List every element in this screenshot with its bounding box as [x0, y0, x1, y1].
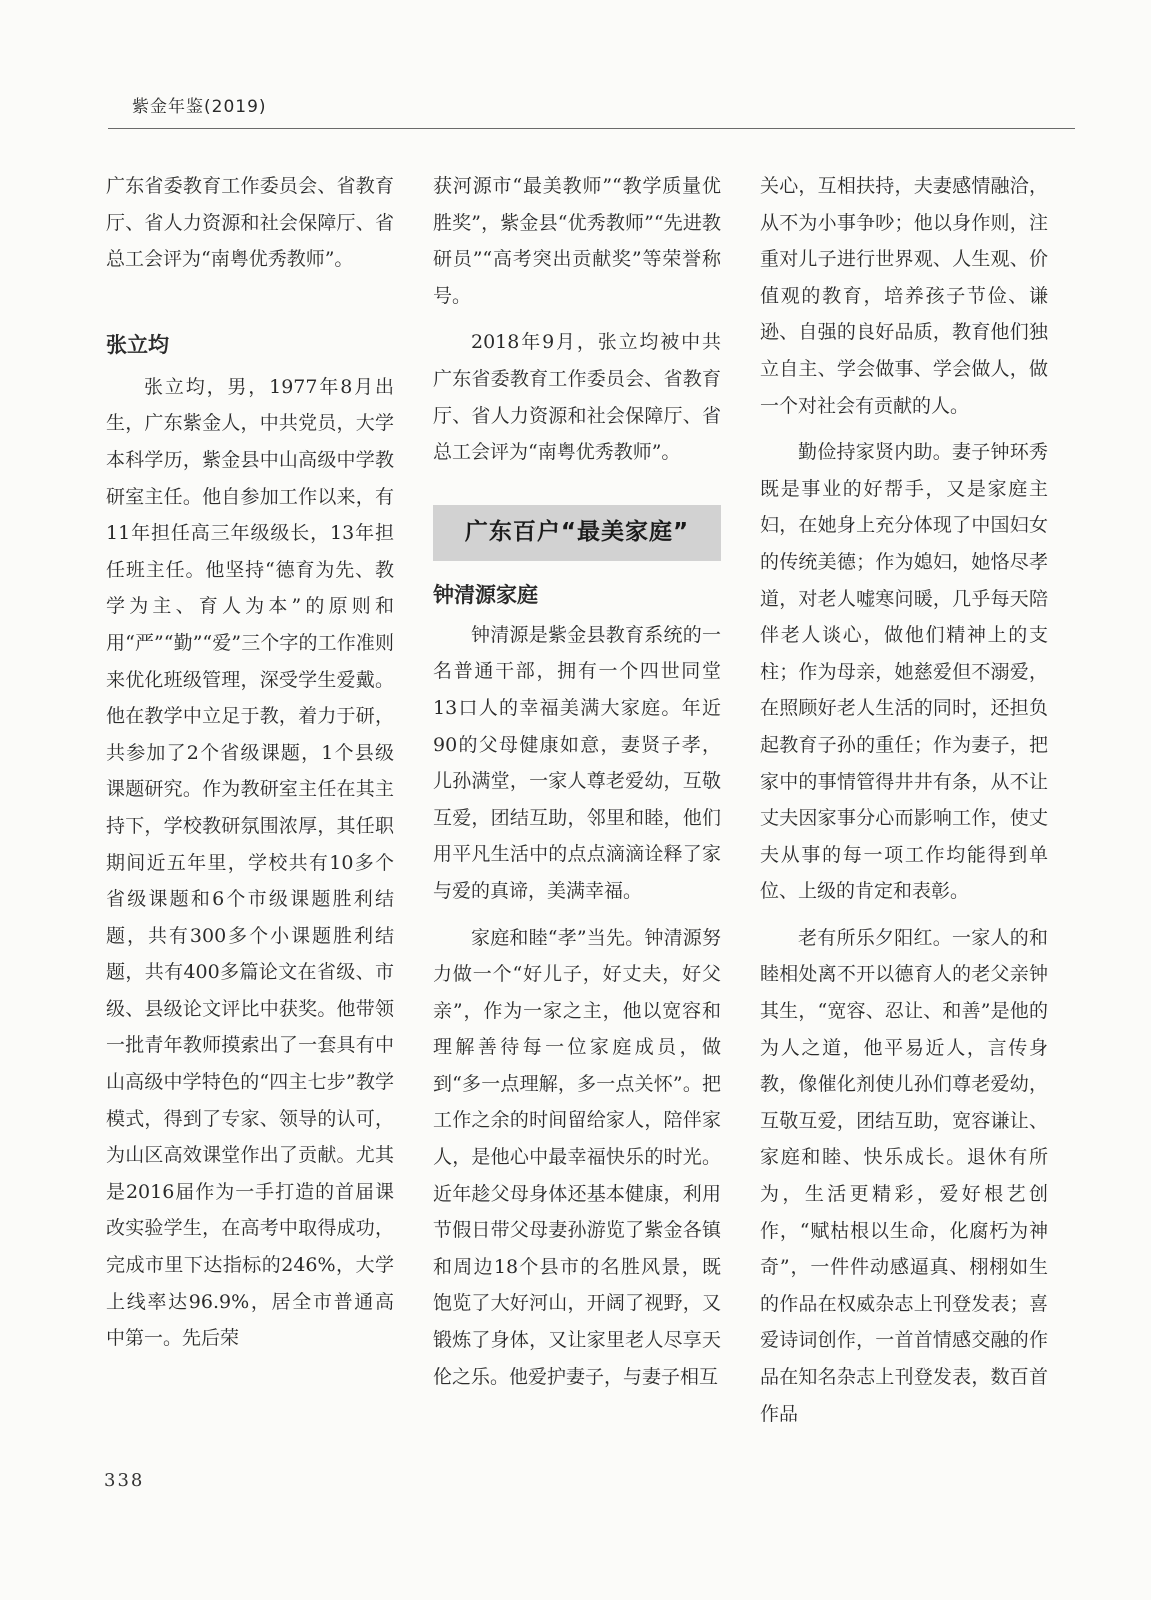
person-heading-zhang-lijun: 张立均	[106, 332, 169, 357]
paragraph-continued: 广东省委教育工作委员会、省教育厅、省人力资源和社会保障厅、省总工会评为“南粤优秀教师”。	[106, 175, 394, 271]
person-heading-zhong-family: 钟清源家庭	[433, 582, 538, 607]
paragraph-father: 老有所乐夕阳红。一家人的和睦相处离不开以德育人的老父亲钟其生，“宽容、忍让、和善”是他的为人之道，他平易近人，言传身教，像催化剂使儿孙们尊老爱幼，互敬互爱，团结互助，宽容谦让、家庭和睦、快乐成长。退休有所为，生活更精彩，爱好根艺创作，“赋枯根以生命，化腐朽为神奇”，一件件动感逼真、栩栩如生的作品在权威杂志上刊登发表；喜爱诗词创作，一首首情感交融的作品在知名杂志上刊登发表，数百首作品	[760, 926, 1048, 1425]
paragraph-continued: 关心，互相扶持，夫妻感情融洽，从不为小事争吵；他以身作则，注重对儿子进行世界观、人生观、价值观的教育，培养孩子节俭、谦逊、自强的良好品质，教育他们独立自主、学会做事、学会做人，做一个对社会有贡献的人。	[760, 175, 1048, 417]
section-title-box: 广东百户“最美家庭”	[433, 505, 721, 561]
page-number: 338	[104, 1470, 145, 1491]
header-divider	[108, 128, 1075, 129]
running-header: 紫金年鉴(2019)	[132, 97, 267, 117]
column-1	[106, 168, 394, 1357]
paragraph-zhang-lijun: 张立均，男，1977年8月出生，广东紫金人，中共党员，大学本科学历，紫金县中山高级中学教研室主任。他自参加工作以来，有11年担任高三年级级长，13年担任班主任。他坚持“德育为先、教学为主、育人为本”的原则和用“严”“勤”“爱”三个字的工作准则来优化班级管理，深受学生爱戴。他在教学中立足于教，着力于研，共参加了2个省级课题，1个县级课题研究。作为教研室主任在其主持下，学校教研氛围浓厚，其任职期间近五年里，学校共有10多个省级课题和6个市级课题胜利结题，共有300多个小课题胜利结题，共有400多篇论文在省级、市级、县级论文评比中获奖。他带领一批青年教师摸索出了一套具有中山高级中学特色的“四主七步”教学模式，得到了专家、领导的认可，为山区高效课堂作出了贡献。尤其是2016届作为一手打造的首届课改实验学生，在高考中取得成功，完成市里下达指标的246%，大学上线率达96.9%，居全市普通高中第一。先后荣	[106, 375, 394, 1350]
column-3	[760, 168, 1048, 1432]
column-2	[433, 168, 721, 1395]
paragraph-family-intro: 钟清源是紫金县教育系统的一名普通干部，拥有一个四世同堂13口人的幸福美满大家庭。年近90的父母健康如意，妻贤子孝，儿孙满堂，一家人尊老爱幼，互敬互爱，团结互助，邻里和睦，他们用平凡生活中的点点滴滴诠释了家与爱的真谛，美满幸福。	[433, 623, 721, 902]
paragraph-wife: 勤俭持家贤内助。妻子钟环秀既是事业的好帮手，又是家庭主妇，在她身上充分体现了中国妇女的传统美德；作为媳妇，她恪尽孝道，对老人嘘寒问暖，几乎每天陪伴老人谈心，做他们精神上的支柱；作为母亲，她慈爱但不溺爱，在照顾好老人生活的同时，还担负起教育子孙的重任；作为妻子，把家中的事情管得井井有条，从不让丈夫因家事分心而影响工作，使丈夫从事的每一项工作均能得到单位、上级的肯定和表彰。	[760, 441, 1048, 903]
paragraph-filial: 家庭和睦“孝”当先。钟清源努力做一个“好儿子，好丈夫，好父亲”，作为一家之主，他以宽容和理解善待每一位家庭成员，做到“多一点理解，多一点关怀”。把工作之余的时间留给家人，陪伴家人，是他心中最幸福快乐的时光。近年趁父母身体还基本健康，利用节假日带父母妻孙游览了紫金各镇和周边18个县市的名胜风景，既饱览了大好河山，开阔了视野，又锻炼了身体，又让家里老人尽享天伦之乐。他爱护妻子，与妻子相互	[433, 926, 721, 1388]
paragraph-continued: 获河源市“最美教师”“教学质量优胜奖”，紫金县“优秀教师”“先进教研员”“高考突出贡献奖”等荣誉称号。	[433, 175, 721, 307]
paragraph-award: 2018年9月，张立均被中共广东省委教育工作委员会、省教育厅、省人力资源和社会保障厅、省总工会评为“南粤优秀教师”。	[433, 331, 721, 464]
